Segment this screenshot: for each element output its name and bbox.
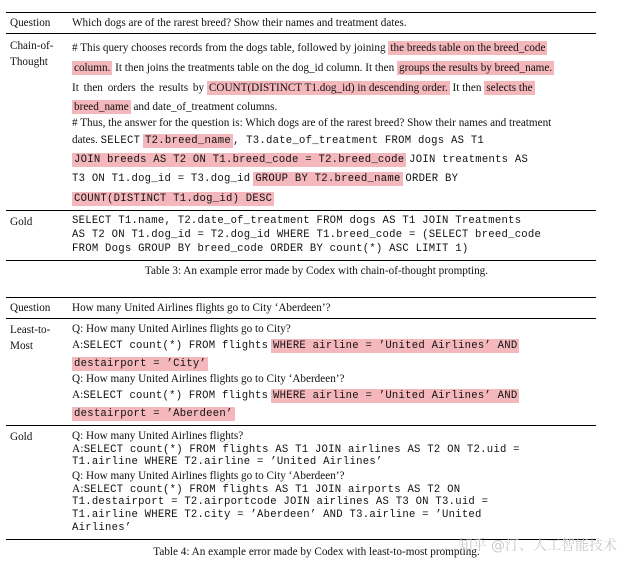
ltm-highlight: WHERE airline = ’United Airlines’ AND [273, 340, 518, 352]
table-4 [6, 297, 596, 540]
cot-line-7 [72, 150, 592, 169]
ltm-label [6, 322, 72, 423]
gold-a1-line: T1.airline WHERE T2.airline = ’United Airlines’ [72, 456, 383, 468]
gold-sql [72, 214, 596, 256]
table-3 [6, 12, 596, 261]
cot-code: JOIN treatments AS [409, 154, 529, 166]
table-3-bottom-rule [6, 260, 596, 261]
least-to-most-row [6, 319, 596, 423]
ltm-highlight: WHERE airline = ’United Airlines’ AND [273, 390, 518, 402]
gold-label: Gold [10, 216, 33, 228]
cot-line-3 [72, 78, 592, 98]
cot-line-9 [72, 188, 592, 208]
question-label: Question [10, 302, 51, 314]
answer-prefix: A: [72, 483, 84, 495]
cot-highlight: breed_name [74, 101, 129, 113]
cot-code: , T3.date_of_treatment FROM dogs AS T1 [232, 135, 485, 147]
gold-q1: Q: How many United Airlines flights? [72, 430, 244, 442]
cot-highlight: the breeds table on the breed_code [390, 42, 546, 54]
table-4-caption: Table 4: An example error made by Codex with least-to-most prompting. [153, 546, 480, 558]
cot-highlight: JOIN breeds AS T2 ON T1.breed_code = T2.breed_code [74, 154, 405, 166]
question-text: Which dogs are of the rarest breed? Show their names and treatment dates. [72, 17, 407, 29]
watermark: 知乎 @汀、人工智能技术 [458, 538, 617, 554]
gold-a2-line: T1.airline WHERE T2.city = ’Aberdeen’ AND T3.airline = ’United [72, 509, 482, 521]
gold-content [72, 429, 596, 535]
cot-highlight: GROUP BY T2.breed_name [255, 173, 401, 185]
cot-highlight: column. [74, 62, 111, 74]
ltm-a1-line-1 [72, 337, 592, 354]
ltm-q2: Q: How many United Airlines flights go to City ‘Aberdeen’? [72, 373, 345, 385]
gold-a2-line [72, 483, 592, 496]
gold-a2-line: T1.destairport = T2.airportcode JOIN airlines AS T3 ON T3.uid = [72, 496, 489, 508]
ltm-a2-line-1 [72, 387, 592, 404]
chain-of-thought-row [6, 34, 596, 208]
ltm-label-line-2: Most [10, 340, 34, 352]
cot-content [72, 38, 596, 208]
gold-q2: Q: How many United Airlines flights go to City ‘Aberdeen’? [72, 470, 345, 482]
cot-text: # This query chooses records from the dogs table, followed by joining [72, 42, 386, 54]
answer-prefix: A: [72, 389, 84, 401]
cot-text: It then orders the results by [72, 82, 205, 94]
ltm-highlight: destairport = ’City’ [74, 358, 207, 370]
answer-prefix: A: [72, 443, 84, 455]
gold-label: Gold [10, 431, 33, 443]
ltm-label-line-1: Least-to- [10, 324, 51, 336]
cot-line-5: # Thus, the answer for the question is: Which dogs are of the rarest breed? Show their names and treatment [72, 117, 552, 129]
cot-code: ORDER BY [405, 173, 459, 185]
ltm-a2-line-2 [72, 404, 592, 423]
cot-text: It then joins the treatments table on the dog_id column. It then [115, 62, 395, 74]
cot-code: T3 ON T1.dog_id = T3.dog_id [72, 173, 251, 185]
cot-highlight: selects the [486, 82, 533, 94]
cot-highlight: COUNT(DISTINCT T1.dog_id) in descending order. [208, 82, 448, 94]
gold-sql-line: SELECT T1.name, T2.date_of_treatment FROM dogs AS T1 JOIN Treatments [72, 215, 522, 227]
cot-text: It then [452, 82, 482, 94]
gold-sql-line: AS T2 ON T1.dog_id = T2.dog_id WHERE T1.breed_code = (SELECT breed_code [72, 229, 542, 241]
cot-highlight: T2.breed_name [145, 135, 231, 147]
gold-a2-line: Airlines’ [72, 522, 132, 534]
table-4-question-row [6, 298, 596, 318]
gold-row [6, 211, 596, 260]
cot-line-8 [72, 169, 592, 188]
cot-label [6, 38, 72, 208]
question-text: How many United Airlines flights go to City ‘Aberdeen’? [72, 302, 331, 314]
cot-text: and date_of_treatment columns. [133, 101, 278, 113]
ltm-highlight: destairport = ’Aberdeen’ [74, 408, 233, 420]
ltm-code: SELECT count(*) FROM flights [83, 340, 269, 352]
ltm-content [72, 322, 596, 423]
table-3-caption: Table 3: An example error made by Codex with chain-of-thought prompting. [144, 265, 489, 277]
cot-code: SELECT [100, 135, 141, 147]
table-3-question-row [6, 13, 596, 33]
cot-highlight: groups the results by breed_name. [398, 62, 553, 74]
ltm-code: SELECT count(*) FROM flights [83, 390, 269, 402]
gold-sql-line: FROM Dogs GROUP BY breed_code ORDER BY count(*) ASC LIMIT 1) [72, 243, 469, 255]
cot-line-4 [72, 98, 592, 116]
gold-row [6, 426, 596, 539]
cot-text: dates. [72, 134, 98, 146]
answer-prefix: A: [72, 339, 84, 351]
gold-sql-line: SELECT count(*) FROM flights AS T1 JOIN airlines AS T2 ON T2.uid = [83, 444, 520, 456]
cot-line-6 [72, 131, 592, 150]
gold-a1-line [72, 443, 592, 456]
cot-label-line-2: Thought [10, 56, 48, 68]
gold-sql-line: SELECT count(*) FROM flights AS T1 JOIN airports AS T2 ON [83, 484, 461, 496]
cot-line-1 [72, 38, 592, 58]
cot-line-2 [72, 58, 592, 78]
cot-highlight: COUNT(DISTINCT T1.dog_id) DESC [74, 193, 273, 205]
ltm-q1: Q: How many United Airlines flights go to City? [72, 323, 291, 335]
cot-label-line-1: Chain-of- [10, 40, 54, 52]
question-label: Question [10, 17, 51, 29]
ltm-a1-line-2 [72, 354, 592, 372]
